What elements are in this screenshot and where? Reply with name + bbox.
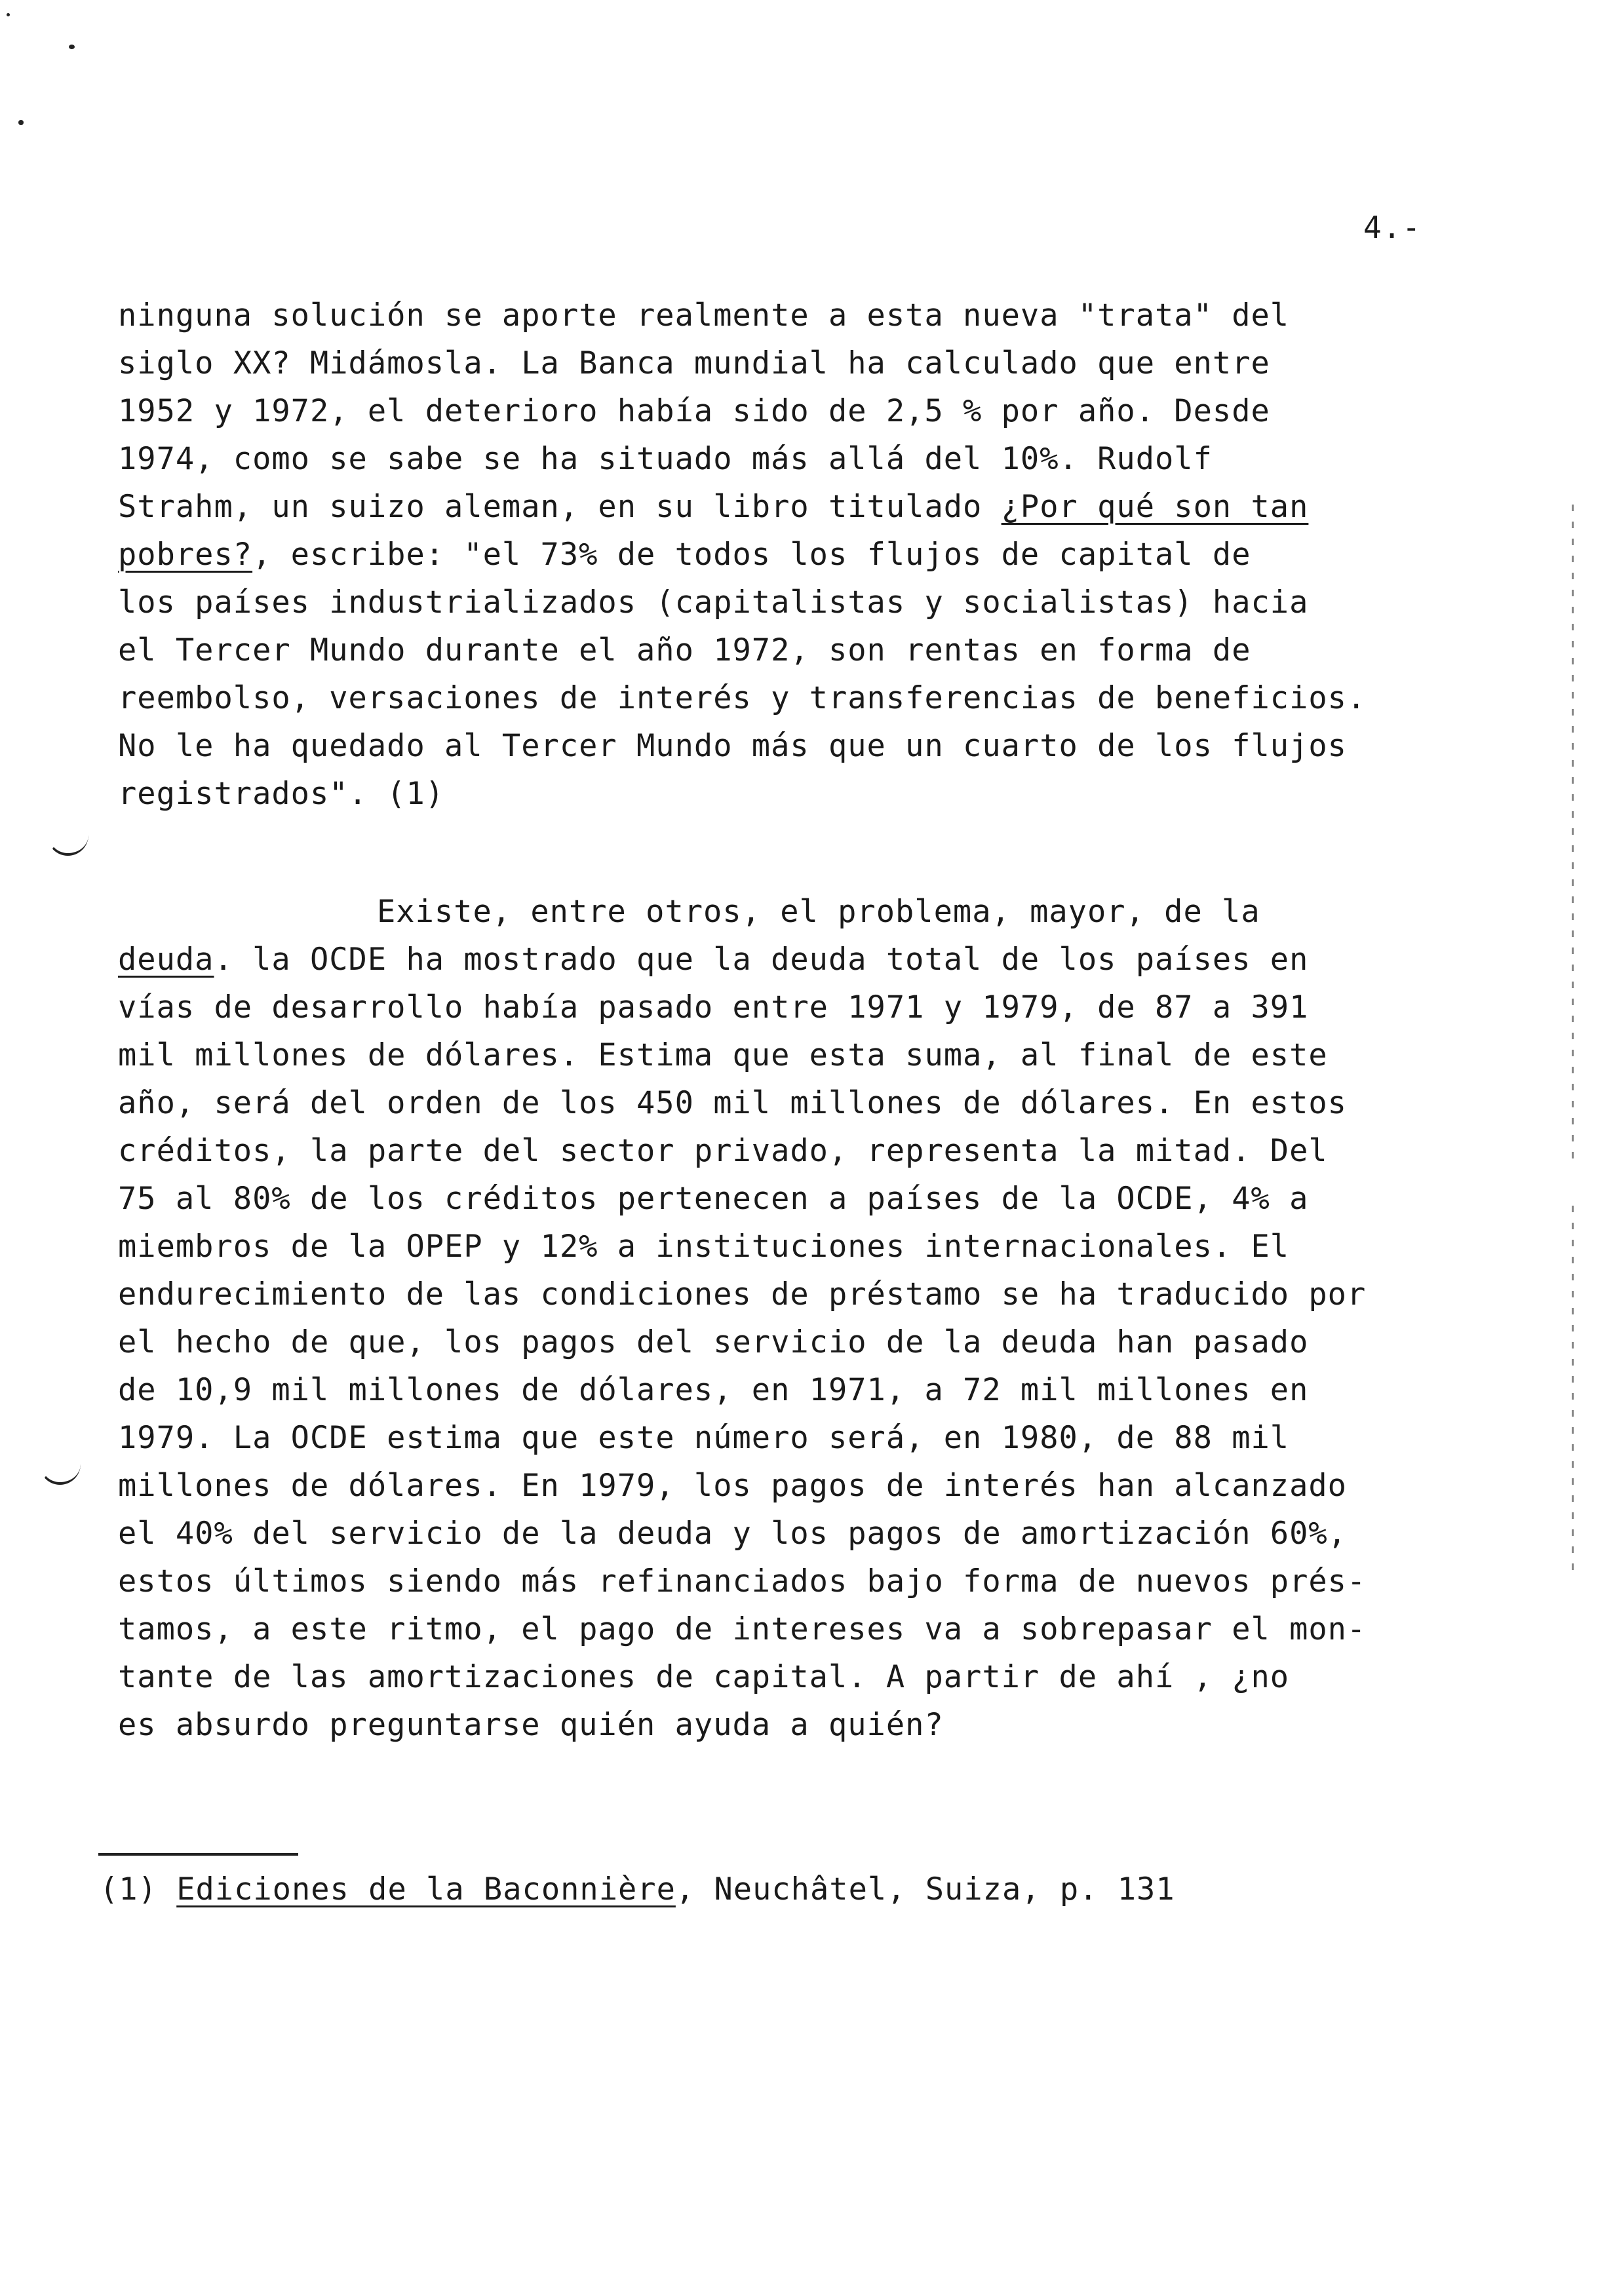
scan-speck xyxy=(69,45,75,49)
text-line: tamos, a este ritmo, el pago de intereses va a sobrepasar el mon- xyxy=(118,1611,1367,1647)
text-line: es absurdo preguntarse quién ayuda a quién? xyxy=(118,1707,944,1743)
footnote-rest: , Neuchâtel, Suiza, p. 131 xyxy=(675,1871,1175,1907)
text-run: . la OCDE ha mostrado que la deuda total de los países en xyxy=(214,942,1309,978)
book-title-underlined: pobres? xyxy=(118,537,253,573)
footnote-marker: (1) xyxy=(100,1871,157,1907)
book-title-underlined: ¿Por qué son tan xyxy=(1001,489,1309,525)
text-line: 1974, como se sabe se ha situado más allá del 10%. Rudolf xyxy=(118,441,1213,477)
text-run: Strahm, un suizo aleman, en su libro titulado xyxy=(118,489,1002,525)
text-line: miembros de la OPEP y 12% a instituciones internacionales. El xyxy=(118,1229,1290,1265)
text-line: año, será del orden de los 450 mil millones de dólares. En estos xyxy=(118,1085,1347,1121)
text-line: 75 al 80% de los créditos pertenecen a países de la OCDE, 4% a xyxy=(118,1181,1309,1217)
text-line: No le ha quedado al Tercer Mundo más que un cuarto de los flujos xyxy=(118,728,1347,764)
text-line: los países industrializados (capitalistas y socialistas) hacia xyxy=(118,584,1309,621)
text-line: mil millones de dólares. Estima que esta suma, al final de este xyxy=(118,1037,1328,1073)
term-underlined: deuda xyxy=(118,942,214,978)
text-line: de 10,9 mil millones de dólares, en 1971, a 72 mil millones en xyxy=(118,1372,1309,1408)
text-line: 1979. La OCDE estima que este número será, en 1980, de 88 mil xyxy=(118,1420,1290,1456)
text-line: el hecho de que, los pagos del servicio de la deuda han pasado xyxy=(118,1324,1309,1360)
margin-tick-marks xyxy=(1572,505,1574,1160)
text-line: el 40% del servicio de la deuda y los pagos de amortización 60%, xyxy=(118,1516,1347,1552)
text-line xyxy=(118,531,1429,579)
text-line: tante de las amortizaciones de capital. A partir de ahí , ¿no xyxy=(118,1659,1290,1695)
text-line xyxy=(118,936,1429,984)
text-line: siglo XX? Midámosla. La Banca mundial ha calculado que entre xyxy=(118,345,1270,381)
paragraph-1 xyxy=(118,292,1429,818)
text-line: registrados". (1) xyxy=(118,776,445,812)
footnote-rule xyxy=(98,1853,298,1856)
text-line: millones de dólares. En 1979, los pagos de interés han alcanzado xyxy=(118,1468,1347,1504)
text-line: ninguna solución se aporte realmente a esta nueva "trata" del xyxy=(118,297,1290,334)
text-line: vías de desarrollo había pasado entre 1971 y 1979, de 87 a 391 xyxy=(118,989,1309,1025)
scan-speck xyxy=(7,13,10,16)
footnote xyxy=(100,1871,1175,1907)
text-line: reembolso, versaciones de interés y transferencias de beneficios. xyxy=(118,680,1367,716)
footnote-source-underlined: Ediciones de la Baconnière xyxy=(176,1871,676,1907)
text-line: 1952 y 1972, el deterioro había sido de 2,5 % por año. Desde xyxy=(118,393,1270,429)
paragraph-2 xyxy=(118,888,1429,1749)
page-number: 4.- xyxy=(1363,210,1422,245)
text-run: , escribe: "el 73% de todos los flujos de capital de xyxy=(252,537,1251,573)
text-line: endurecimiento de las condiciones de préstamo se ha traducido por xyxy=(118,1276,1367,1312)
text-line: el Tercer Mundo durante el año 1972, son rentas en forma de xyxy=(118,632,1251,668)
margin-tick-marks xyxy=(1572,1206,1574,1573)
text-line: Existe, entre otros, el problema, mayor, de la xyxy=(377,894,1260,930)
margin-mark xyxy=(39,1456,81,1485)
scan-speck xyxy=(18,120,24,125)
text-line xyxy=(118,483,1429,531)
text-line: estos últimos siendo más refinanciados bajo forma de nuevos prés- xyxy=(118,1563,1367,1599)
text-line: créditos, la parte del sector privado, representa la mitad. Del xyxy=(118,1133,1328,1169)
margin-mark xyxy=(47,827,88,856)
